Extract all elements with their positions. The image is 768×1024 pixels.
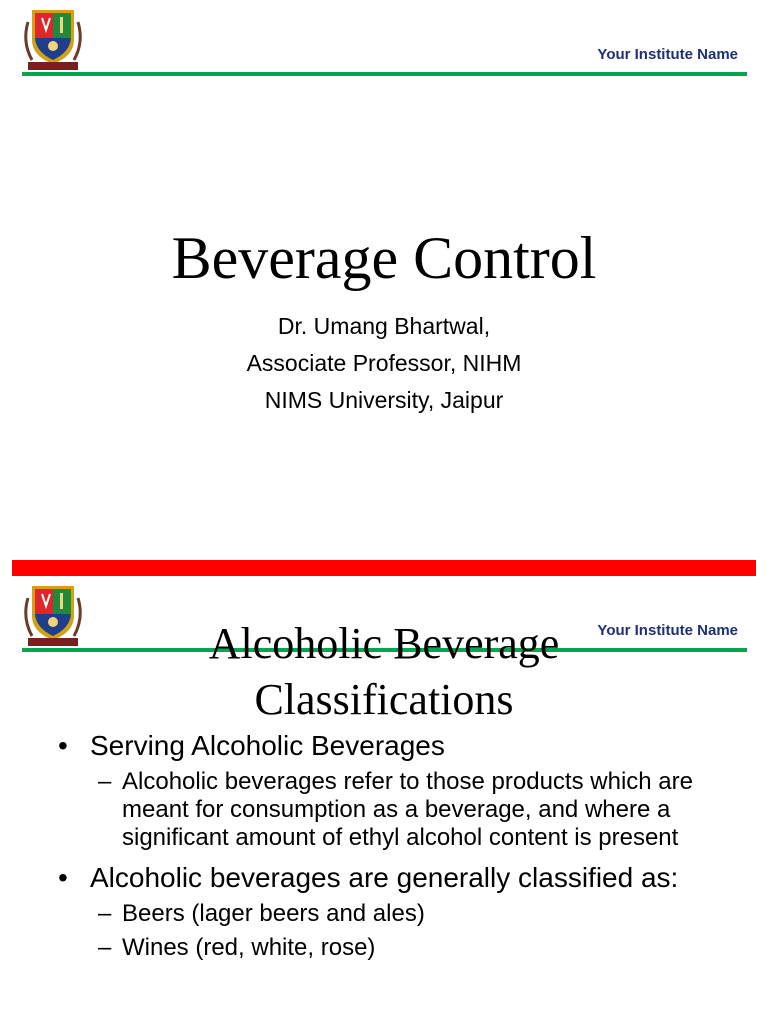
- sub-bullet-text: Beers (lager beers and ales): [122, 900, 425, 927]
- dash-marker: –: [98, 768, 112, 795]
- sub-bullet-text: Alcoholic beverages refer to those products which are meant for consumption as a beverage, and where a significant amount of ethyl alcohol content is present: [122, 768, 693, 851]
- subtitle-line: NIMS University, Jaipur: [264, 387, 504, 413]
- bullet-list: [58, 730, 728, 968]
- dash-marker: –: [98, 934, 112, 961]
- title-line: Alcoholic Beverage: [208, 619, 560, 668]
- dash-marker: –: [98, 900, 112, 927]
- bullet-item: [58, 730, 728, 762]
- header-rule: [22, 72, 747, 76]
- slide-subtitle: [0, 308, 768, 419]
- bullet-marker: •: [58, 730, 68, 761]
- slide-title: Beverage Control: [171, 225, 597, 291]
- nims-university-logo: [20, 4, 86, 72]
- sub-bullet-item: [58, 768, 728, 852]
- institute-name: Your Institute Name: [597, 46, 738, 63]
- subtitle-line: Dr. Umang Bhartwal,: [277, 313, 491, 339]
- bullet-text: Serving Alcoholic Beverages: [90, 730, 445, 761]
- slide-divider: [12, 560, 756, 576]
- bullet-item: [58, 862, 728, 894]
- sub-bullet-item: [58, 934, 728, 962]
- subtitle-line: Associate Professor, NIHM: [246, 350, 522, 376]
- bullet-marker: •: [58, 862, 68, 893]
- sub-bullet-text: Wines (red, white, rose): [122, 934, 376, 961]
- institute-name: Your Institute Name: [597, 622, 738, 639]
- slide-title: [0, 616, 768, 728]
- sub-bullet-item: [58, 900, 728, 928]
- title-line: Classifications: [254, 675, 514, 724]
- bullet-text: Alcoholic beverages are generally classified as:: [90, 862, 679, 893]
- content-slide: [0, 576, 768, 1024]
